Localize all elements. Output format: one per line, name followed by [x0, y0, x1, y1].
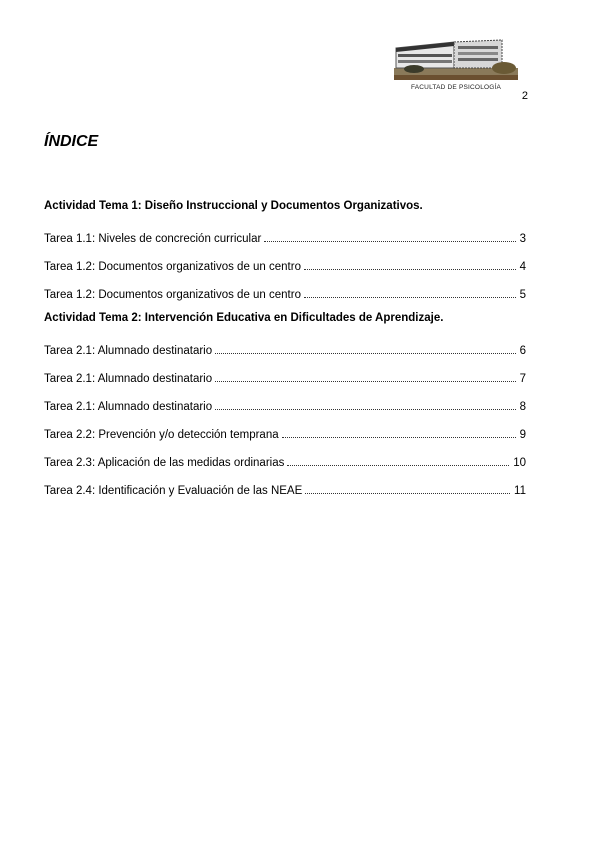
- toc-entry-title: Tarea 2.1: Alumnado destinatario: [44, 372, 213, 385]
- toc-leader-dots: [304, 257, 516, 270]
- toc-entry[interactable]: [44, 257, 526, 273]
- toc-entry[interactable]: [44, 341, 526, 357]
- toc-leader-dots: [305, 481, 510, 494]
- toc-entry-title: Tarea 1.1: Niveles de concreción curricular: [44, 232, 262, 245]
- toc-entry-page: 8: [519, 400, 526, 413]
- toc-entry[interactable]: [44, 397, 526, 413]
- toc-leader-dots: [215, 397, 515, 410]
- toc-entry[interactable]: [44, 481, 526, 497]
- toc-entry[interactable]: [44, 369, 526, 385]
- toc-leader-dots: [287, 453, 509, 466]
- toc-entry-title: Tarea 2.1: Alumnado destinatario: [44, 400, 213, 413]
- toc-leader-dots: [215, 341, 515, 354]
- toc-entry-title: Tarea 1.2: Documentos organizativos de un centro: [44, 288, 301, 301]
- toc-leader-dots: [215, 369, 515, 382]
- toc-entry[interactable]: [44, 425, 526, 441]
- section-heading-1: Actividad Tema 1: Diseño Instruccional y Documentos Organizativos.: [44, 200, 423, 212]
- toc-entry-title: Tarea 2.2: Prevención y/o detección temprana: [44, 428, 279, 441]
- toc-entry-page: 4: [519, 260, 526, 273]
- page-title: ÍNDICE: [44, 133, 99, 150]
- toc-leader-dots: [282, 425, 516, 438]
- toc-entry-page: 6: [519, 344, 526, 357]
- toc-leader-dots: [264, 229, 515, 242]
- page-number: 2: [521, 90, 528, 102]
- toc-leader-dots: [304, 285, 516, 298]
- toc-entry-title: Tarea 2.3: Aplicación de las medidas ordinarias: [44, 456, 285, 469]
- toc-entry-title: Tarea 1.2: Documentos organizativos de un centro: [44, 260, 301, 273]
- toc-entry-title: Tarea 2.4: Identificación y Evaluación de las NEAE: [44, 484, 303, 497]
- logo-text: FACULTAD DE PSICOLOGÍA: [410, 84, 502, 91]
- toc-entry[interactable]: [44, 453, 526, 469]
- toc-entry-page: 7: [519, 372, 526, 385]
- building-icon: [394, 38, 518, 84]
- toc-entry[interactable]: [44, 285, 526, 301]
- toc-entry-page: 5: [519, 288, 526, 301]
- toc-entry[interactable]: [44, 229, 526, 245]
- section-heading-2: Actividad Tema 2: Intervención Educativa en Dificultades de Aprendizaje.: [44, 312, 444, 324]
- toc-entry-title: Tarea 2.1: Alumnado destinatario: [44, 344, 213, 357]
- toc-entry-page: 11: [514, 484, 526, 497]
- toc-entry-page: 3: [519, 232, 526, 245]
- toc-entry-page: 9: [519, 428, 526, 441]
- toc-entry-page: 10: [513, 456, 526, 469]
- faculty-logo: [394, 38, 518, 90]
